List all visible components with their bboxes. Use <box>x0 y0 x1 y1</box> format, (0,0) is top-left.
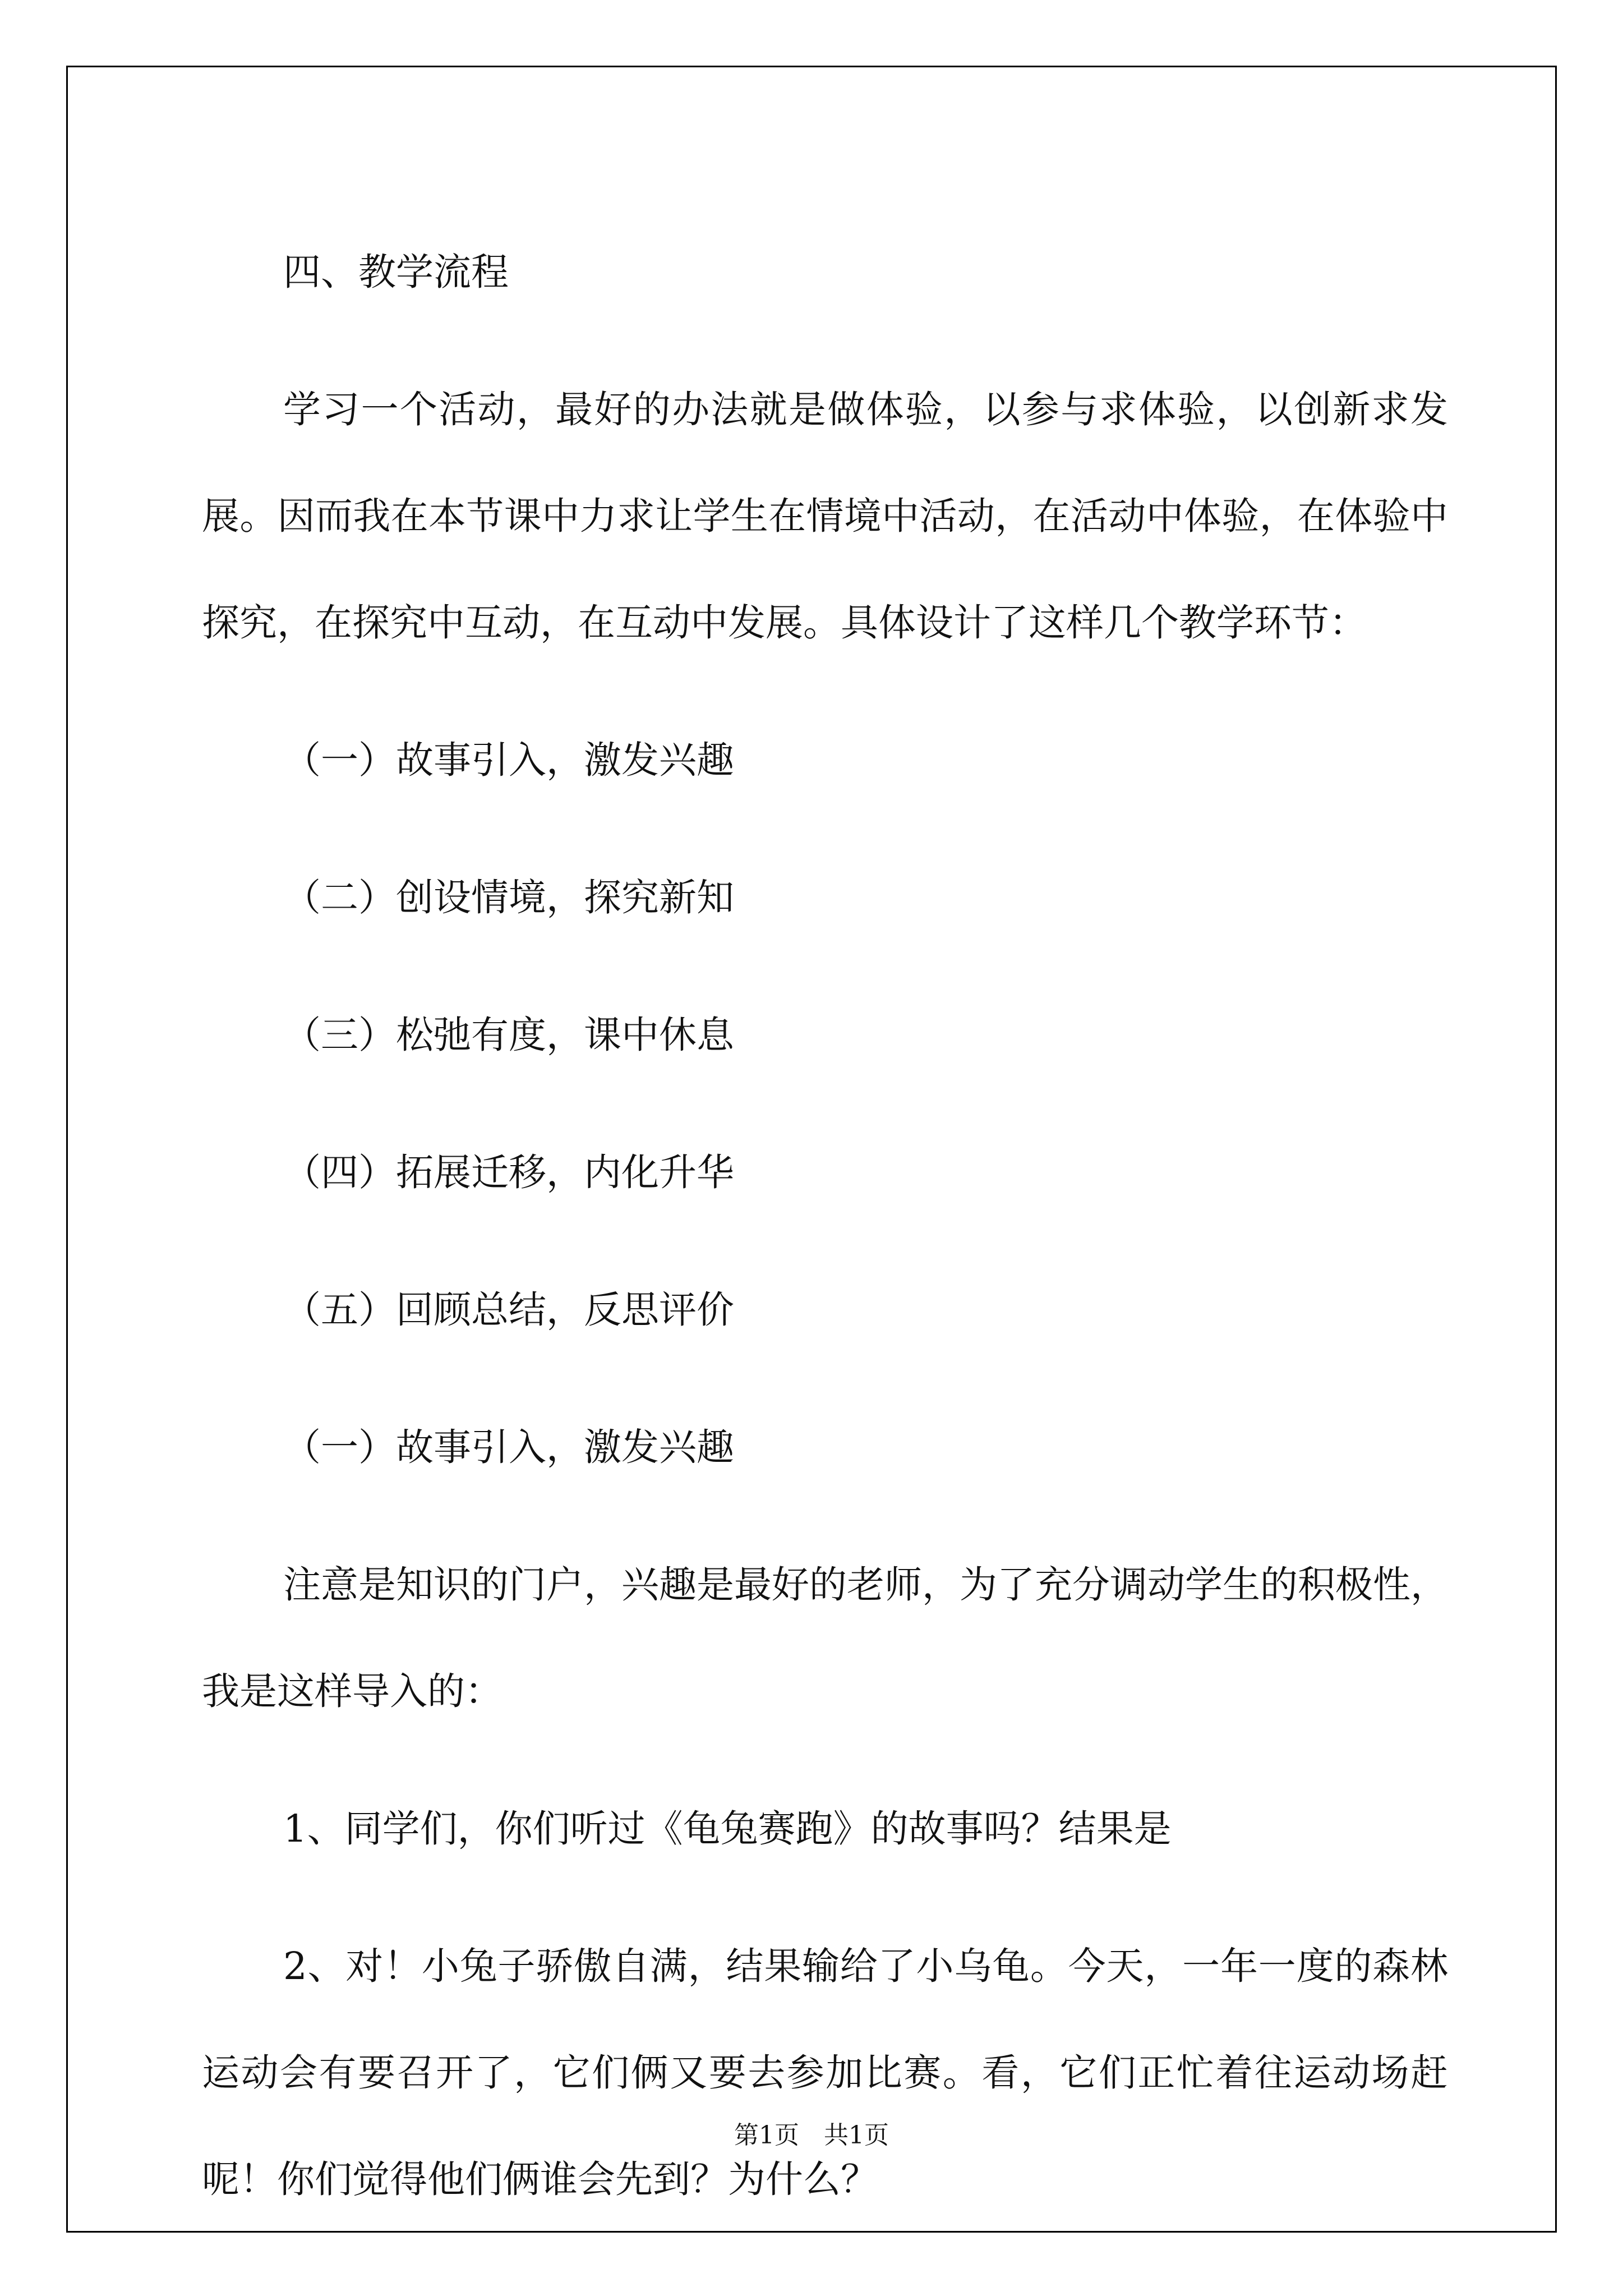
body-paragraph: 注意是知识的门户，兴趣是最好的老师，为了充分调动学生的积极性，我是这样导入的： <box>202 1563 1448 1713</box>
intro-paragraph: 学习一个活动，最好的办法就是做体验，以参与求体验，以创新求发展。因而我在本节课中力求让学生在情境中活动，在活动中体验，在体验中探究，在探究中互动，在互动中发展。具体设计了这样几个教学环节： <box>202 388 1448 645</box>
page-footer: 第1页 共1页 <box>734 2121 889 2150</box>
section-heading: 四、教学流程 <box>283 250 509 294</box>
numbered-paragraph-1: 1、同学们，你们听过《龟兔赛跑》的故事吗？结果是 <box>283 1807 1172 1851</box>
step-item-1: （一）故事引入，激发兴趣 <box>283 738 734 782</box>
subsection-heading: （一）故事引入，激发兴趣 <box>283 1425 734 1469</box>
document-body <box>202 219 1448 2263</box>
step-item-4: （四）拓展迁移，内化升华 <box>283 1151 734 1194</box>
step-item-5: （五）回顾总结，反思评价 <box>283 1288 734 1332</box>
step-item-2: （二）创设情境，探究新知 <box>283 876 734 919</box>
numbered-paragraph-2: 2、对！小兔子骄傲自满，结果输给了小乌龟。今天，一年一度的森林运动会有要召开了，它们俩又要去参加比赛。看，它们正忙着往运动场赶呢！你们觉得他们俩谁会先到？为什么？ <box>202 1944 1448 2201</box>
step-item-3: （三）松弛有度，课中休息 <box>283 1013 734 1057</box>
